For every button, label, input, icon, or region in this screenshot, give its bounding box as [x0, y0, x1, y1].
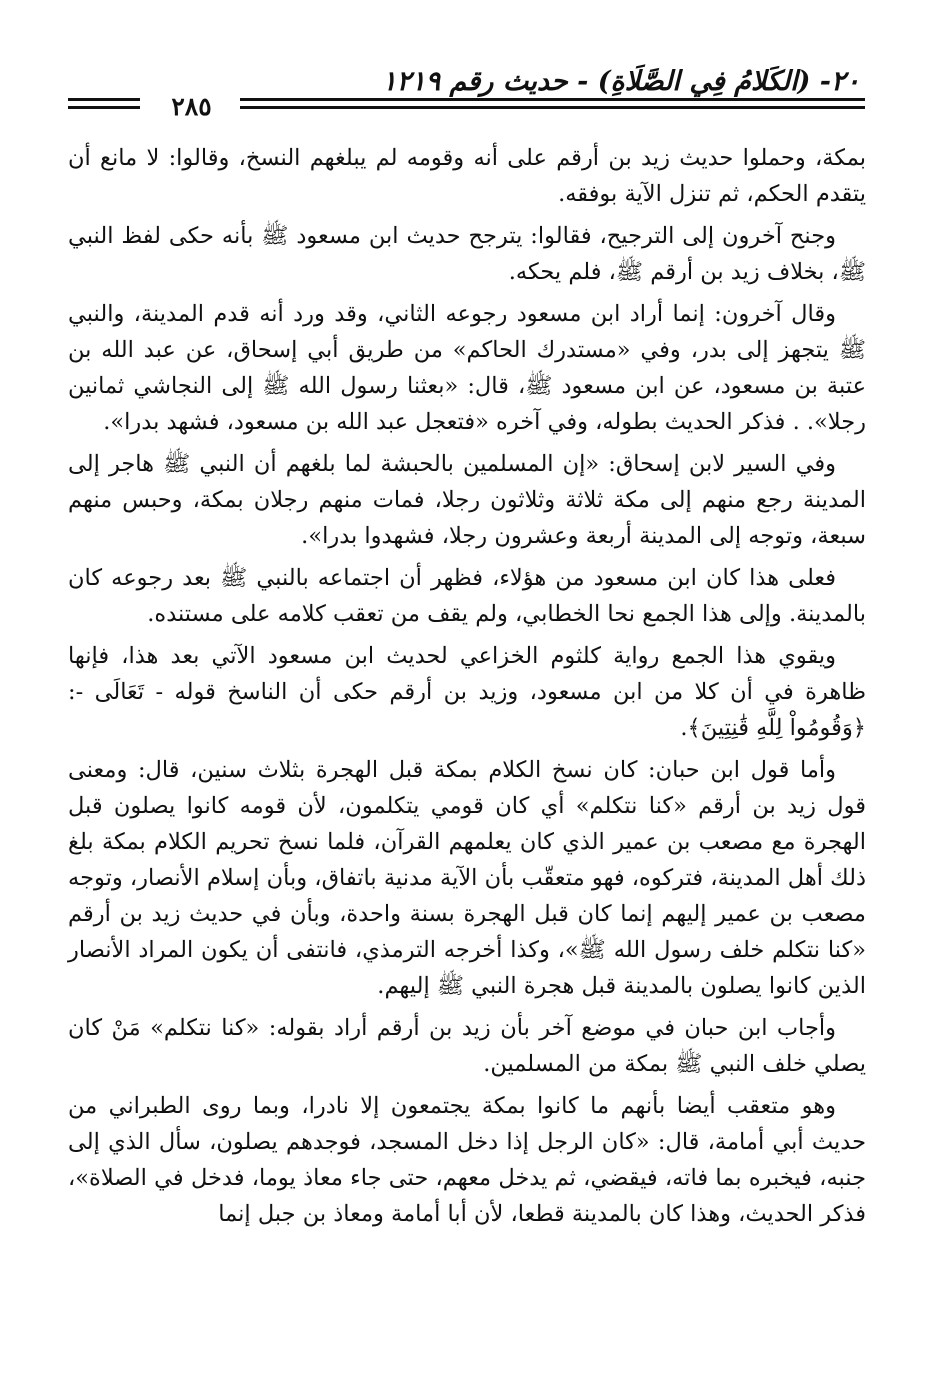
header-rule-left	[68, 98, 140, 101]
body-text	[68, 140, 866, 1238]
paragraph: وأما قول ابن حبان: كان نسخ الكلام بمكة قبل الهجرة بثلاث سنين، قال: ومعنى قول زيد بن أرقم «كنا نتكلم» أي كان قومي يتكلمون، لأن قومه كانوا يصلون قبل الهجرة مع مصعب بن عمير الذي كان يعلمهم القرآن، فلما نسخ تحريم الكلام بمكة بلغ ذلك أهل المدينة، فتركوه، فهو متعقّب بأن الآية مدنية باتفاق، وبأن إسلام الأنصار، وتوجه مصعب بن عمير إليهم إنما كان قبل الهجرة بسنة واحدة، وبأن في حديث زيد بن أرقم «كنا نتكلم خلف رسول الله ﷺ»، وكذا أخرجه الترمذي، فانتفى أن يكون المراد الأنصار الذين كانوا يصلون بالمدينة قبل هجرة النبي ﷺ إليهم.	[68, 757, 866, 999]
header-rule-right-lower	[240, 106, 865, 109]
paragraph: بمكة، وحملوا حديث زيد بن أرقم على أنه وقومه لم يبلغهم النسخ، وقالوا: لا مانع أن يتقدم الحكم، ثم تنزل الآية بوفقه.	[68, 145, 866, 207]
paragraph: وقال آخرون: إنما أراد ابن مسعود رجوعه الثاني، وقد ورد أنه قدم المدينة، والنبي ﷺ يتجهز إلى بدر، وفي «مستدرك الحاكم» من طريق أبي إسحاق، عن عبد الله بن عتبة بن مسعود، عن ابن مسعود ﷺ، قال: «بعثنا رسول الله ﷺ إلى النجاشي ثمانين رجلا». . فذكر الحديث بطوله، وفي آخره «فتعجل عبد الله بن مسعود، فشهد بدرا».	[68, 301, 866, 435]
paragraph: وفي السير لابن إسحاق: «إن المسلمين بالحبشة لما بلغهم أن النبي ﷺ هاجر إلى المدينة رجع منهم إلى مكة ثلاثة وثلاثون رجلا، فمات منهم رجلان بمكة، وحبس منهم سبعة، وتوجه إلى المدينة أربعة وعشرون رجلا، فشهدوا بدرا».	[68, 451, 866, 549]
paragraph: فعلى هذا كان ابن مسعود من هؤلاء، فظهر أن اجتماعه بالنبي ﷺ بعد رجوعه كان بالمدينة. وإلى هذا الجمع نحا الخطابي، ولم يقف من تعقب كلامه على مستنده.	[68, 565, 866, 627]
paragraph: وجنح آخرون إلى الترجيح، فقالوا: يترجح حديث ابن مسعود ﷺ بأنه حكى لفظ النبي ﷺ، بخلاف زيد بن أرقم ﷺ، فلم يحكه.	[68, 223, 866, 285]
paragraph: ويقوي هذا الجمع رواية كلثوم الخزاعي لحديث ابن مسعود الآتي بعد هذا، فإنها ظاهرة في أن كلا من ابن مسعود، وزيد بن أرقم حكى أن الناسخ قوله - تَعَالَى -: ﴿وَقُومُواْ لِلَّهِ قَٰنِتِينَ﴾.	[68, 643, 866, 741]
paragraph: وهو متعقب أيضا بأنهم ما كانوا بمكة يجتمعون إلا نادرا، وبما روى الطبراني من حديث أبي أمامة، قال: «كان الرجل إذا دخل المسجد، فوجدهم يصلون، سأل الذي إلى جنبه، فيخبره بما فاته، فيقضي، ثم يدخل معهم، حتى جاء معاذ يوما، فدخل في الصلاة»، فذكر الحديث، وهذا كان بالمدينة قطعا، لأن أبا أمامة ومعاذ بن جبل إنما	[68, 1093, 866, 1227]
header-rule-left-lower	[68, 106, 140, 109]
page-number: ٢٨٥	[171, 92, 212, 121]
running-title: ٢٠- (الكَلامُ فِي الصَّلَاةِ) - حديث رقم ١٢١٩	[382, 66, 860, 97]
paragraph: وأجاب ابن حبان في موضع آخر بأن زيد بن أرقم أراد بقوله: «كنا نتكلم» مَنْ كان يصلي خلف النبي ﷺ بمكة من المسلمين.	[68, 1015, 866, 1077]
header-rule-right	[240, 98, 865, 101]
